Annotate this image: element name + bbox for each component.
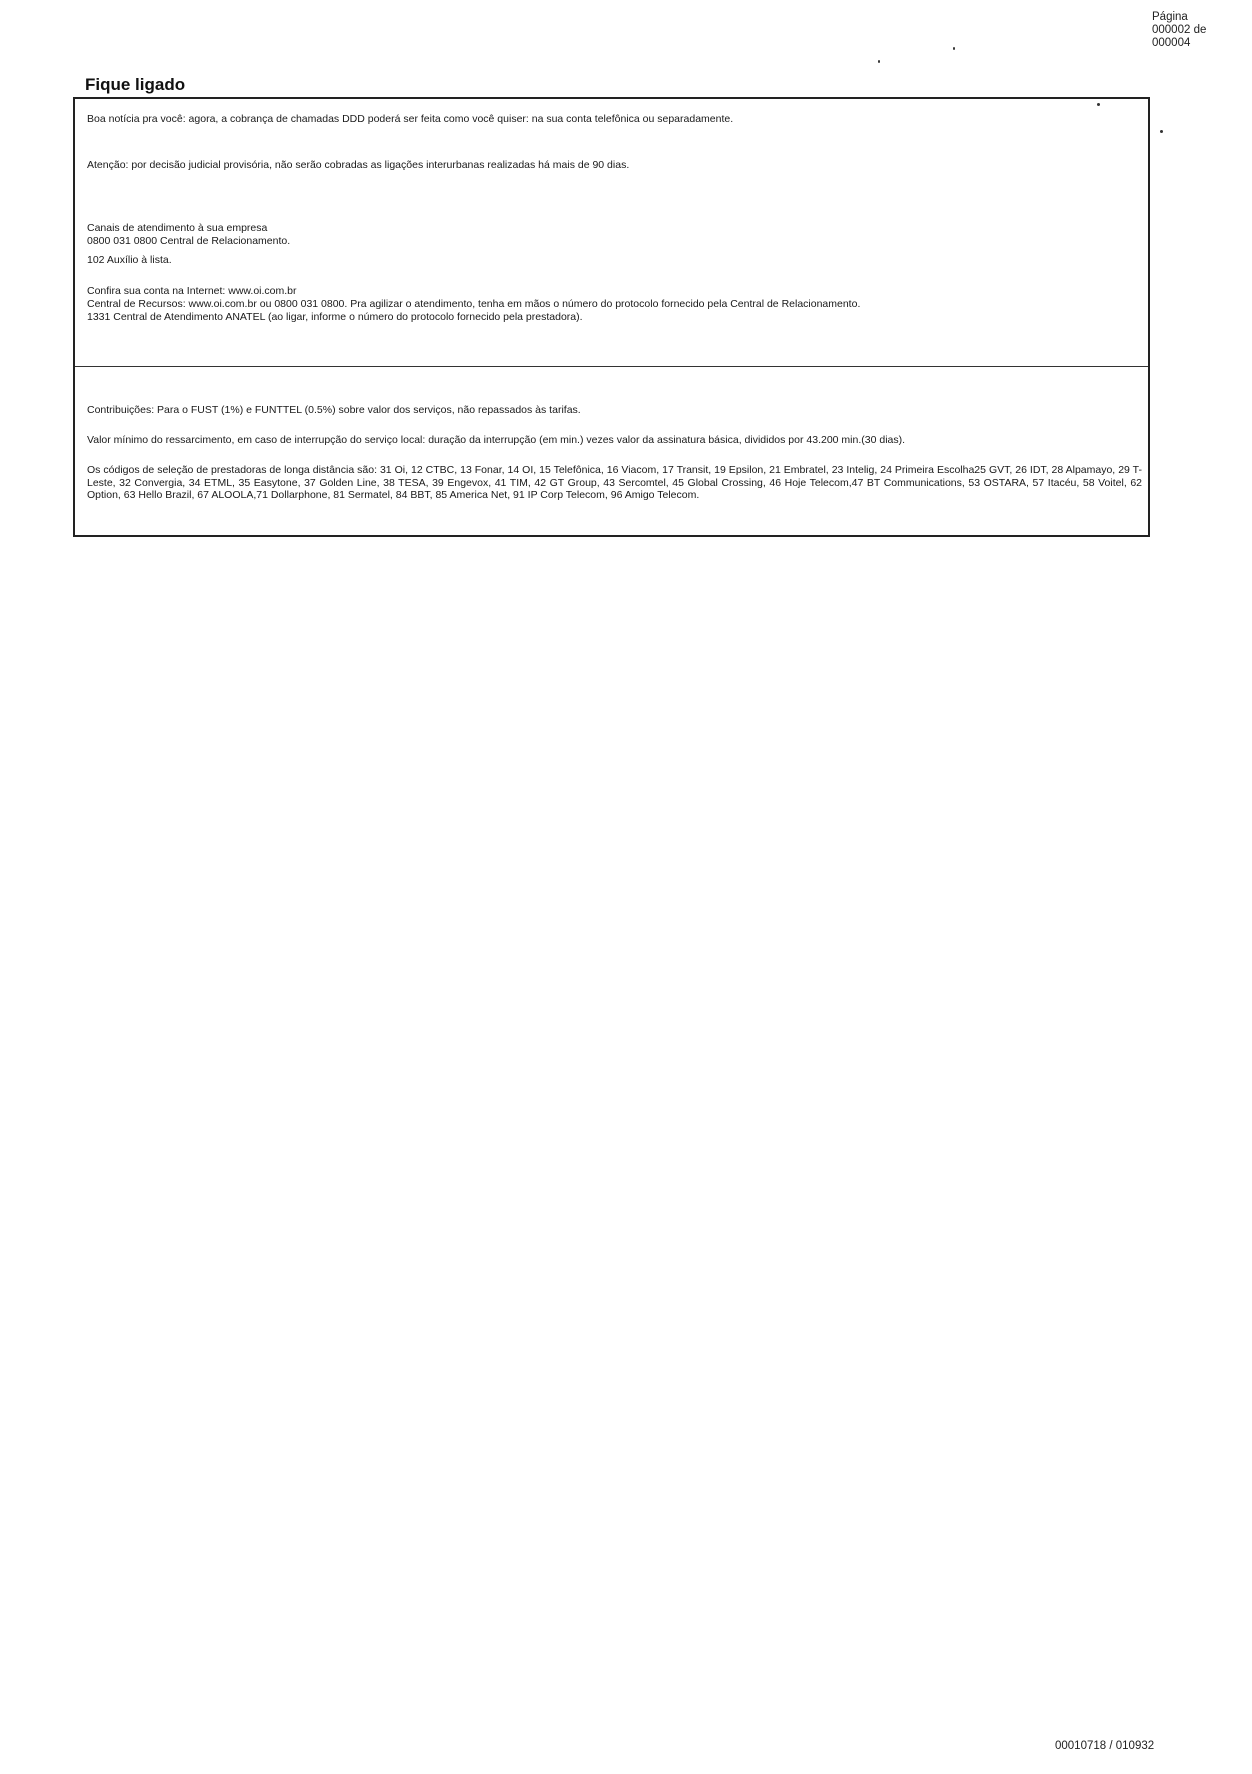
scan-speck [878,60,880,63]
directory-help-line: 102 Auxílio à lista. [87,254,172,266]
page-current: 000002 de [1152,24,1207,36]
info-box [73,97,1150,537]
scan-speck [953,47,955,50]
relationship-center-line: 0800 031 0800 Central de Relacionamento. [87,235,291,247]
refund-minimum-line: Valor mínimo do ressarcimento, em caso de interrupção do serviço local: duração da interrupção (em min.) vezes valor da assinatura básica, divididos por 43.200 min.(30 dias). [87,434,906,446]
page-label: Página [1152,11,1188,23]
court-decision-notice: Atenção: por decisão judicial provisória, não serão cobradas as ligações interurbanas realizadas há mais de 90 dias. [87,159,630,171]
ddd-charging-notice: Boa notícia pra você: agora, a cobrança de chamadas DDD poderá ser feita como você quiser: na sua conta telefônica ou separadamente. [87,113,734,125]
carrier-codes-paragraph: Os códigos de seleção de prestadoras de longa distância são: 31 Oi, 12 CTBC, 13 Fonar, 14 OI, 15 Telefônica, 16 Viacom, 17 Transit, 19 Epsilon, 21 Embratel, 23 Intelig, 24 Primeira Escolha25 GVT, 26 IDT, 28 Alpamayo, 29 T-Leste, 32 Convergia, 34 ETML, 35 Easytone, 37 Golden Line, 38 TESA, 39 Engevox, 41 TIM, 42 GT Group, 43 Sercomtel, 45 Global Crossing, 46 Hoje Telecom,47 BT Communications, 53 OSTARA, 57 Itacéu, 58 Voitel, 62 Option, 63 Hello Brazil, 67 ALOOLA,71 Dollarphone, 81 Sermatel, 84 BBT, 85 America Net, 91 IP Corp Telecom, 96 Amigo Telecom. [87,464,1142,501]
section-divider [75,366,1148,367]
page-total: 000004 [1152,37,1191,49]
document-code: 00010718 / 010932 [1055,1740,1155,1752]
section-title: Fique ligado [85,75,186,94]
anatel-line: 1331 Central de Atendimento ANATEL (ao ligar, informe o número do protocolo fornecido pela prestadora). [87,311,583,323]
contributions-line: Contribuições: Para o FUST (1%) e FUNTTEL (0.5%) sobre valor dos serviços, não repassados às tarifas. [87,404,581,416]
appeals-center-line: Central de Recursos: www.oi.com.br ou 0800 031 0800. Pra agilizar o atendimento, tenha em mãos o número do protocolo fornecido pela Central de Relacionamento. [87,298,861,310]
service-channels-heading: Canais de atendimento à sua empresa [87,222,268,234]
scan-speck [1160,130,1163,133]
internet-bill-line: Confira sua conta na Internet: www.oi.com.br [87,285,297,297]
page-number [1152,11,1232,50]
